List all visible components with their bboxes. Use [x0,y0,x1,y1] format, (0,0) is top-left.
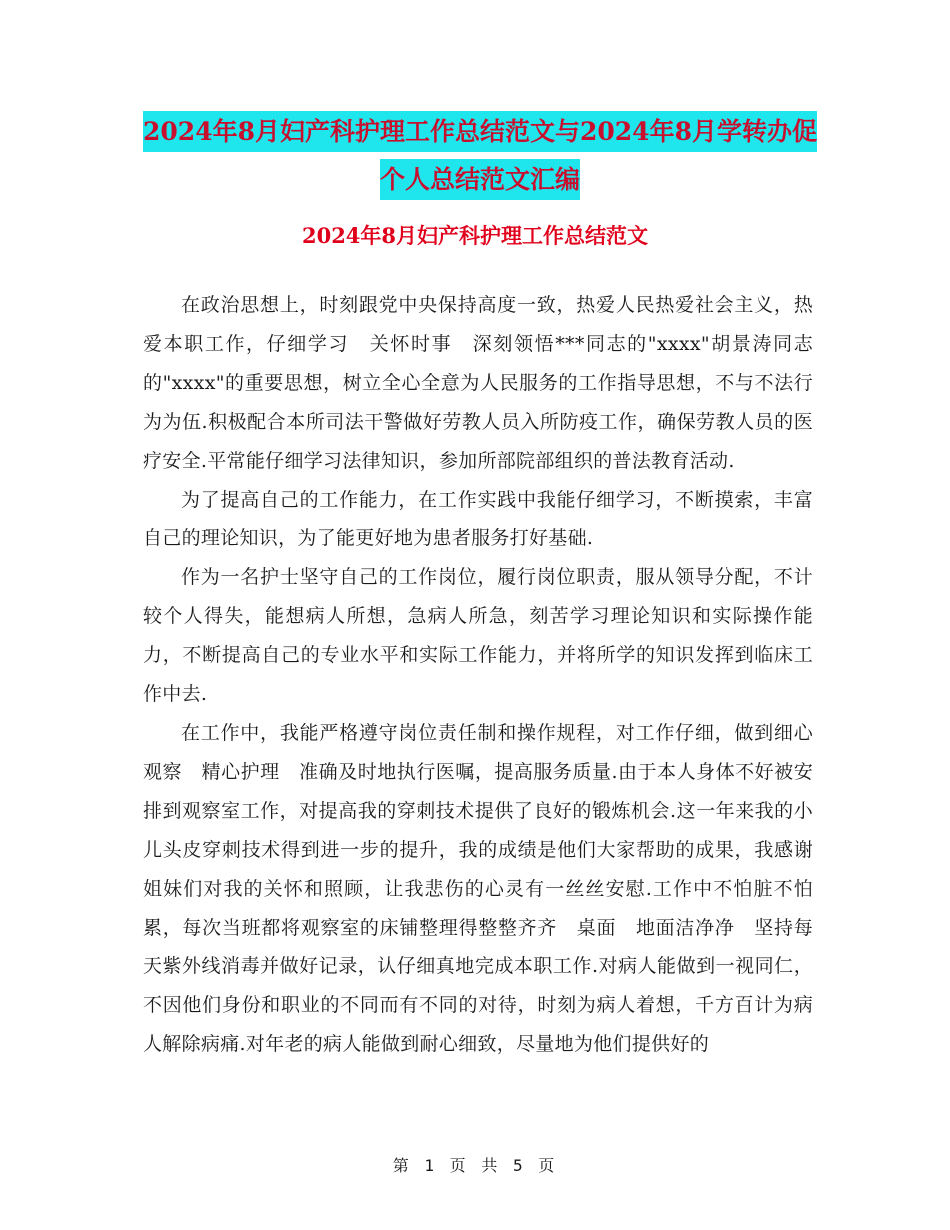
paragraph: 作为一名护士坚守自己的工作岗位，履行岗位职责，服从领导分配，不计较个人得失，能想病人所想，急病人所急，刻苦学习理论知识和实际操作能力，不断提高自己的专业水平和实际工作能力，并将所学的知识发挥到临床工作中去. [143,566,813,706]
document-title [140,108,820,204]
section-title: 2024年8月妇产科护理工作总结范文 [301,223,649,248]
document-body [143,286,813,1064]
paragraph: 在政治思想上，时刻跟党中央保持高度一致，热爱人民热爱社会主义，热爱本职工作，仔细学习 关怀时事 深刻领悟***同志的"xxxx"胡景涛同志的"xxxx"的重要思想，树立全心全意为人民服务的工作指导思想，不与不法行为为伍.积极配合本所司法干警做好劳教人员入所防疫工作，确保劳教人员的医疗安全.平常能仔细学习法律知识，参加所部院部组织的普法教育活动. [143,294,813,472]
paragraph: 为了提高自己的工作能力，在工作实践中我能仔细学习，不断摸索，丰富自己的理论知识，为了能更好地为患者服务打好基础. [143,488,813,550]
document-title-text: 2024年8月妇产科护理工作总结范文与2024年8月学转办促个人总结范文汇编 [143,111,817,200]
paragraph: 在工作中，我能严格遵守岗位责任制和操作规程，对工作仔细，做到细心观察 精心护理 准确及时地执行医嘱，提高服务质量.由于本人身体不好被安排到观察室工作，对提高我的穿刺技术提供了良好的锻炼机会.这一年来我的小儿头皮穿刺技术得到进一步的提升，我的成绩是他们大家帮助的成果，我感谢姐妹们对我的关怀和照顾，让我悲伤的心灵有一丝丝安慰.工作中不怕脏不怕累，每次当班都将观察室的床铺整理得整整齐齐 桌面 地面洁净净 坚持每天紫外线消毒并做好记录，认仔细真地完成本职工作.对病人能做到一视同仁，不因他们身份和职业的不同而有不同的对待，时刻为病人着想，千方百计为病人解除病痛.对年老的病人能做到耐心细致，尽量地为他们提供好的 [143,721,813,1056]
page-number-footer: 第 1 页 共 5 页 [392,1156,558,1175]
